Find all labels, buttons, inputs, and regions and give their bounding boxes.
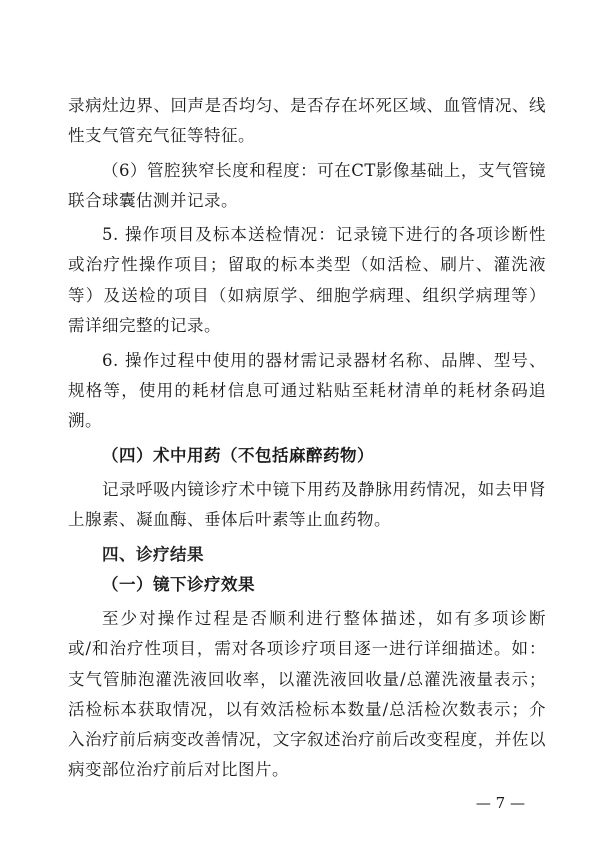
text-line: 录病灶边界、回声是否均匀、是否存在坏死区域、血管情况、线 [68, 96, 546, 115]
text-line: 入治疗前后病变改善情况，文字叙述治疗前后改变程度，并佐以 [68, 730, 546, 749]
text-line: 等）及送检的项目（如病原学、细胞学病理、组织学病理等） [68, 286, 546, 305]
text-line: 记录呼吸内镜诊疗术中镜下用药及静脉用药情况，如去甲肾 [102, 480, 546, 499]
section-heading: （四）术中用药（不包括麻醉药物） [102, 446, 374, 465]
text-line: 或治疗性操作项目；留取的标本类型（如活检、刷片、灌洗液 [68, 255, 546, 274]
section-heading: 四、诊疗结果 [102, 545, 204, 564]
text-line: 性支气管充气征等特征。 [68, 126, 255, 145]
text-line: 规格等，使用的耗材信息可通过粘贴至耗材清单的耗材条码追 [68, 381, 546, 400]
text-line: 活检标本获取情况，以有效活检标本数量/总活检次数表示；介 [68, 700, 546, 719]
subsection-heading: （一）镜下诊疗效果 [102, 575, 255, 594]
text-line: 6. 操作过程中使用的器材需记录器材名称、品牌、型号、 [102, 351, 546, 370]
text-line: 溯。 [68, 411, 102, 430]
text-line: 5. 操作项目及标本送检情况：记录镜下进行的各项诊断性 [102, 225, 546, 244]
text-line: 需详细完整的记录。 [68, 316, 221, 335]
text-line: 上腺素、凝血酶、垂体后叶素等止血药物。 [68, 510, 391, 529]
text-line: （6）管腔狭窄长度和程度：可在CT影像基础上，支气管镜 [102, 161, 546, 180]
text-line: 病变部位治疗前后对比图片。 [68, 760, 289, 779]
page-number: — 7 — [475, 794, 525, 812]
text-line: 联合球囊估测并记录。 [68, 191, 238, 210]
text-line: 至少对操作过程是否顺利进行整体描述，如有多项诊断 [102, 609, 546, 628]
text-line: 支气管肺泡灌洗液回收率，以灌洗液回收量/总灌洗液量表示； [68, 670, 546, 689]
text-line: 或/和治疗性项目，需对各项诊疗项目逐一进行详细描述。如： [68, 639, 546, 658]
